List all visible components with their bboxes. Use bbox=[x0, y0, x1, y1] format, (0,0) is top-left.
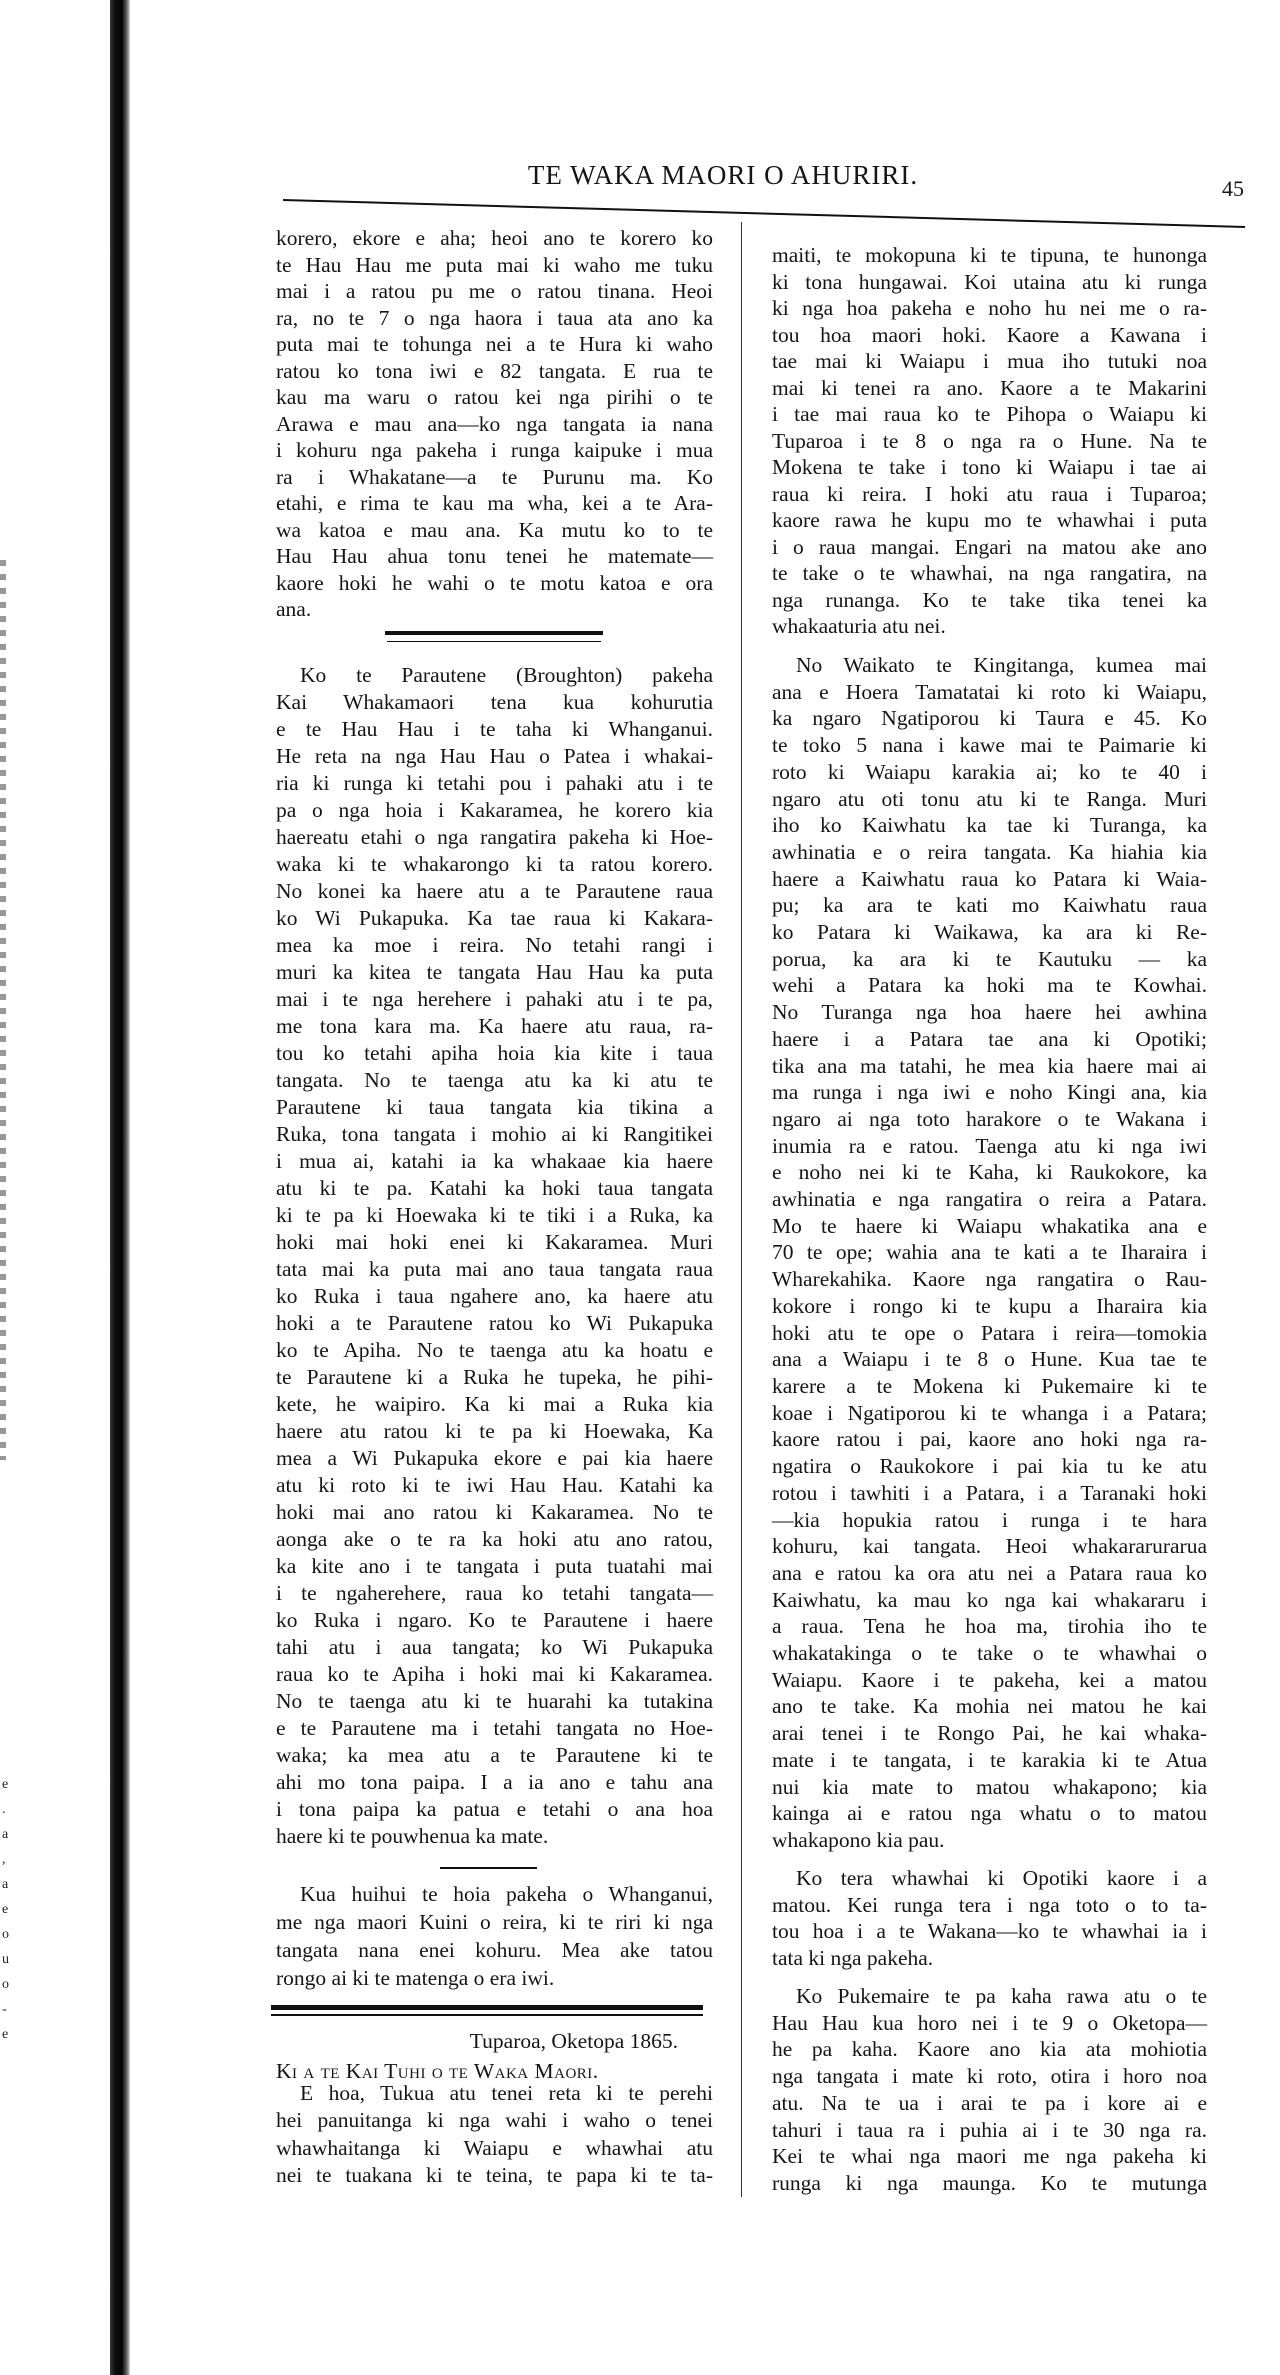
text-line: Ruka, tona tangata i mohio ai ki Rangitikei bbox=[276, 1122, 713, 1146]
text-line: inumia ra e ratou. Taenga atu ki nga iwi bbox=[772, 1133, 1207, 1158]
bleed-letter: e bbox=[2, 1777, 9, 1792]
text-line: whakapono kia pau. bbox=[772, 1827, 945, 1852]
text-line: wehi a Patara ka hoki ma te Kowhai. bbox=[772, 973, 1207, 998]
column-divider bbox=[741, 222, 742, 2197]
text-line: hei panuitanga ki nga wahi i waho o tenei bbox=[276, 2108, 713, 2133]
article-paragraph bbox=[276, 662, 713, 1850]
article-paragraph bbox=[772, 242, 1207, 640]
text-line: tata ki nga pakeha. bbox=[772, 1946, 934, 1971]
text-line: mai i te nga herehere i pahaki atu i te pa, bbox=[276, 987, 713, 1011]
text-line: whakatakinga o te take o te whawhai o bbox=[772, 1641, 1207, 1666]
text-line: ahi mo tona paipa. I a ia ano e tahu ana bbox=[276, 1770, 713, 1794]
text-line: nei te tuakana ki te teina, te papa ki te ta- bbox=[276, 2162, 713, 2187]
text-line: E hoa, Tukua atu tenei reta ki te perehi bbox=[300, 2081, 713, 2105]
text-line: nga runanga. Ko te take tika tenei ka bbox=[772, 587, 1207, 612]
text-line: ko te Apiha. No te taenga atu ka hoatu e bbox=[276, 1338, 713, 1362]
text-line: ki nga hoa pakeha e noho hu nei me o ra- bbox=[772, 296, 1207, 320]
text-line: Ko tera whawhai ki Opotiki kaore i a bbox=[796, 1866, 1207, 1890]
bleed-letter: e bbox=[2, 1902, 9, 1917]
header-rule bbox=[0, 0, 1280, 240]
text-line: me tona kara ma. Ka haere atu raua, ra- bbox=[276, 1014, 713, 1038]
text-line: ana e ratou ka ora atu nei a Patara raua ko bbox=[772, 1560, 1207, 1585]
text-line: hoki atu te ope o Patara i reira—tomokia bbox=[772, 1320, 1207, 1345]
text-line: tika ana ma tatahi, he mea kia haere mai ai bbox=[772, 1053, 1207, 1078]
text-line: ngatira o Raukokore i pai kia tu ke atu bbox=[772, 1454, 1207, 1479]
text-line: ngaro atu oti tonu atu ki te Ranga. Muri bbox=[772, 786, 1207, 811]
text-line: ka kite ano i te tangata i puta tuatahi mai bbox=[276, 1554, 713, 1578]
page-number: 45 bbox=[1222, 176, 1244, 201]
text-line: haere i a Patara tae ana ki Opotiki; bbox=[772, 1026, 1207, 1051]
letter-salutation: Ki a te Kai Tuhi o te Waka Maori. bbox=[276, 2059, 599, 2083]
letter-rule-thin bbox=[271, 2014, 703, 2016]
text-line: ma runga i nga iwi e noho Kingi ana, kia bbox=[772, 1080, 1207, 1105]
text-line: te Parautene ki a Ruka he tupeka, he pihi- bbox=[276, 1365, 713, 1389]
text-line: mate i te tangata, i te karakia ki te Atua bbox=[772, 1747, 1207, 1772]
text-line: me nga maori Kuini o reira, ki te riri ki nga bbox=[276, 1910, 713, 1934]
text-line: ratou ko tona iwi e 82 tangata. E rua te bbox=[276, 358, 713, 383]
text-line: Kei te whai nga maori me nga pakeha ki bbox=[772, 2144, 1207, 2169]
text-line: koae i Ngatiporou ki te whanga i a Patara; bbox=[772, 1400, 1207, 1425]
short-rule bbox=[440, 1867, 537, 1869]
article-paragraph bbox=[276, 225, 713, 623]
text-line: Mokena te take i tono ki Waiapu i tae ai bbox=[772, 455, 1207, 479]
text-line: etahi, e rima te kau ma wha, kei a te Ara- bbox=[276, 491, 713, 515]
text-line: karere a te Mokena ki Pukemaire ki te bbox=[772, 1373, 1207, 1398]
article-paragraph bbox=[772, 1865, 1207, 1972]
text-line: Hau Hau kua horo nei i te 9 o Oketopa— bbox=[772, 2010, 1207, 2035]
text-line: ngaro ai nga toto harakore o te Wakana i bbox=[772, 1106, 1207, 1131]
text-line: whakaaturia atu nei. bbox=[772, 614, 946, 638]
text-line: ano te take. Ka mohia nei matou he kai bbox=[772, 1694, 1207, 1719]
letter-dateline: Tuparoa, Oketopa 1865. bbox=[469, 2029, 678, 2053]
text-line: hoki a te Parautene ratou ko Wi Pukapuka bbox=[276, 1311, 713, 1335]
text-line: ko Patara ki Waikawa, ka ara ki Re- bbox=[772, 920, 1207, 945]
text-line: te take o te whawhai, na nga rangatira, na bbox=[772, 561, 1207, 585]
text-line: tangata nana enei kohuru. Mea ake tatou bbox=[276, 1938, 713, 1962]
text-line: raua ki reira. I hoki atu raua i Tuparoa; bbox=[772, 481, 1207, 506]
bleed-letter: a bbox=[2, 1877, 9, 1892]
text-line: Kai Whakamaori tena kua kohurutia bbox=[276, 690, 713, 714]
text-line: —kia hopukia ratou i runga i te hara bbox=[772, 1507, 1207, 1532]
text-line: rongo ai ki te matenga o era iwi. bbox=[276, 1966, 555, 1990]
text-line: te Hau Hau me puta mai ki waho me tuku bbox=[276, 252, 713, 277]
text-line: i te ngaherehere, raua ko tetahi tangata— bbox=[276, 1581, 713, 1605]
text-line: ra i Whakatane—a te Purunu ma. Ko bbox=[276, 464, 713, 489]
letter-rule-thick bbox=[271, 2005, 703, 2010]
text-line: mea ka moe i reira. No tetahi rangi i bbox=[276, 933, 713, 957]
text-line: a raua. Tena he hoa ma, tirohia iho te bbox=[772, 1614, 1207, 1639]
text-line: No Waikato te Kingitanga, kumea mai bbox=[796, 653, 1207, 677]
text-line: korero, ekore e aha; heoi ano te korero ko bbox=[276, 226, 713, 250]
facing-page-edge bbox=[0, 560, 6, 1460]
text-line: kainga ai e ratou nga whatu o to matou bbox=[772, 1801, 1207, 1826]
text-line: puta mai te tohunga nei a te Hura ki waho bbox=[276, 332, 713, 356]
text-line: ka ngaro Ngatiporou ki Taura e 45. Ko bbox=[772, 706, 1207, 731]
text-line: Hau Hau ahua tonu tenei he matemate— bbox=[276, 544, 713, 568]
text-line: tae mai ki Waiapu i mua iho tutuki noa bbox=[772, 349, 1207, 373]
text-line: haere a Kaiwhatu raua ko Patara ki Waia- bbox=[772, 866, 1207, 891]
text-line: tou ko tetahi apiha hoia kia kite i taua bbox=[276, 1041, 713, 1065]
text-line: atu ki te pa. Katahi ka hoki taua tangata bbox=[276, 1176, 713, 1200]
text-line: No Turanga nga hoa haere hei awhina bbox=[772, 1000, 1207, 1025]
text-line: tou hoa maori hoki. Kaore a Kawana i bbox=[772, 322, 1207, 347]
text-line: i o raua mangai. Engari na matou ake ano bbox=[772, 534, 1207, 559]
text-line: roto ki Waiapu karakia ai; ko te 40 i bbox=[772, 759, 1207, 784]
section-rule-thin bbox=[387, 641, 601, 642]
text-line: He reta na nga Hau Hau o Patea i whakai- bbox=[276, 744, 713, 768]
text-line: kaore ratou i pai, kaore ano hoki nga ra- bbox=[772, 1427, 1207, 1452]
text-line: No te taenga atu ki te huarahi ka tutakina bbox=[276, 1689, 713, 1713]
text-line: ana. bbox=[276, 597, 312, 621]
bleed-letter: e bbox=[2, 2027, 9, 2042]
text-line: Parautene ki taua tangata kia tikina a bbox=[276, 1095, 713, 1119]
text-line: ko Wi Pukapuka. Ka tae raua ki Kakara- bbox=[276, 906, 713, 930]
text-line: Kaiwhatu, ka mau ko nga kai whakararu i bbox=[772, 1587, 1207, 1612]
text-line: maiti, te mokopuna ki te tipuna, te hunonga bbox=[772, 243, 1207, 267]
text-line: ki tona hungawai. Koi utaina atu ki runga bbox=[772, 269, 1207, 294]
article-paragraph bbox=[772, 1983, 1207, 2197]
text-line: atu ki roto ki te iwi Hau Hau. Katahi ka bbox=[276, 1473, 713, 1497]
bleed-letter: o bbox=[2, 1977, 9, 1992]
text-line: he pa kaha. Kaore ano kia ata mohiotia bbox=[772, 2037, 1207, 2062]
article-paragraph bbox=[772, 652, 1207, 1854]
text-line: pu; ka ara te kati mo Kaiwhatu raua bbox=[772, 893, 1207, 918]
text-line: tata mai ka puta mai ano taua tangata raua bbox=[276, 1257, 713, 1281]
text-line: haere atu ratou ki te pa ki Hoewaka, Ka bbox=[276, 1419, 713, 1443]
text-line: kete, he waipiro. Ka ki mai a Ruka kia bbox=[276, 1392, 713, 1416]
text-line: porua, ka ara ki te Kautuku — ka bbox=[772, 946, 1207, 971]
text-line: 70 te ope; wahia ana te kati a te Iharaira i bbox=[772, 1240, 1207, 1265]
text-line: awhinatia e o reira tangata. Ka hiahia kia bbox=[772, 839, 1207, 864]
text-line: haereatu etahi o nga rangatira pakeha ki Hoe- bbox=[276, 825, 713, 849]
text-line: No konei ka haere atu a te Parautene raua bbox=[276, 879, 713, 903]
bleed-letter: , bbox=[2, 1852, 6, 1867]
text-line: tou hoa i a te Wakana—ko te whawhai ia i bbox=[772, 1919, 1207, 1944]
text-line: Kua huihui te hoia pakeha o Whanganui, bbox=[300, 1882, 713, 1906]
newspaper-title: TE WAKA MAORI O AHURIRI. bbox=[527, 160, 919, 190]
text-line: kaore rawa he kupu mo te whawhai i puta bbox=[772, 508, 1207, 532]
text-line: ana a Waiapu i te 8 o Hune. Kua tae te bbox=[772, 1347, 1207, 1372]
text-line: rotou i tawhiti i a Patara, i a Taranaki hoki bbox=[772, 1480, 1207, 1505]
text-line: pa o nga hoia i Kakaramea, he korero kia bbox=[276, 798, 713, 822]
text-line: raua ko te Apiha i hoki mai ki Kakaramea. bbox=[276, 1662, 713, 1686]
text-line: haere ki te pouwhenua ka mate. bbox=[276, 1824, 549, 1848]
text-line: waka; ka mea atu a te Parautene ki te bbox=[276, 1743, 713, 1767]
text-line: arai tenei i te Rongo Pai, he kai whaka- bbox=[772, 1721, 1207, 1746]
text-line: kau ma waru o ratou kei nga pirihi o te bbox=[276, 385, 713, 409]
text-line: matou. Kei runga tera i nga toto o to ta- bbox=[772, 1892, 1207, 1917]
text-line: Waiapu. Kaore i te pakeha, kei a matou bbox=[772, 1667, 1207, 1692]
text-line: nga tangata i mate ki roto, otira i horo noa bbox=[772, 2064, 1207, 2089]
text-line: muri ka kitea te tangata Hau Hau ka puta bbox=[276, 960, 713, 984]
section-rule-thick bbox=[385, 631, 603, 635]
text-line: i mua ai, katahi ia ka whakaae kia haere bbox=[276, 1149, 713, 1173]
text-line: Ko Pukemaire te pa kaha rawa atu o te bbox=[796, 1984, 1207, 2008]
bleed-letter: - bbox=[2, 2002, 7, 2017]
text-line: mai i a ratou pu me o ratou tinana. Heoi bbox=[276, 279, 713, 303]
bleed-letter: o bbox=[2, 1927, 9, 1942]
text-line: runga ki nga maunga. Ko te mutunga bbox=[772, 2170, 1207, 2195]
text-line: i tona paipa ka patua e tetahi o ana hoa bbox=[276, 1797, 713, 1821]
bleed-letter: a bbox=[2, 1827, 9, 1842]
text-line: kaore hoki he wahi o te motu katoa e ora bbox=[276, 570, 713, 595]
text-line: ko Ruka i taua ngahere ano, ka haere atu bbox=[276, 1284, 713, 1308]
text-line: e noho nei ki te Kaha, ki Raukokore, ka bbox=[772, 1160, 1207, 1185]
text-line: kokore i rongo ki te kupu a Iharaira kia bbox=[772, 1293, 1207, 1318]
text-line: ra, no te 7 o nga haora i taua ata ano ka bbox=[276, 305, 713, 330]
text-line: Ko te Parautene (Broughton) pakeha bbox=[300, 663, 713, 687]
text-line: aonga ake o te ra ka hoki atu ano ratou, bbox=[276, 1527, 713, 1551]
text-line: wa katoa e mau ana. Ka mutu ko to te bbox=[276, 517, 713, 542]
text-line: nui kia mate to matou whakapono; kia bbox=[772, 1774, 1207, 1799]
text-line: tangata. No te taenga atu ka ki atu te bbox=[276, 1068, 713, 1092]
text-line: ana e Hoera Tamatatai ki roto ki Waiapu, bbox=[772, 679, 1207, 704]
text-line: whawhaitanga ki Waiapu e whawhai atu bbox=[276, 2135, 713, 2160]
bleed-letter: u bbox=[2, 1952, 9, 1967]
letter-paragraph bbox=[276, 2080, 713, 2189]
text-line: iho ko Kaiwhatu ka tae ki Turanga, ka bbox=[772, 813, 1207, 838]
page-binding-shadow bbox=[110, 0, 130, 2375]
text-line: ko Ruka i ngaro. Ko te Parautene i haere bbox=[276, 1608, 713, 1632]
text-line: waka ki te whakarongo ki ta ratou korero. bbox=[276, 852, 713, 876]
text-line: atu. Na te ua i arai te pa i kore ai e bbox=[772, 2090, 1207, 2115]
text-line: kohuru, kai tangata. Heoi whakararurarua bbox=[772, 1534, 1207, 1559]
text-line: i tae mai raua ko te Pihopa o Waiapu ki bbox=[772, 402, 1207, 426]
text-line: hoki mai ano ratou ki Kakaramea. No te bbox=[276, 1500, 713, 1524]
text-line: awhinatia e nga rangatira o reira a Patara. bbox=[772, 1187, 1207, 1212]
text-line: e te Hau Hau i te taha ki Whanganui. bbox=[276, 717, 713, 741]
text-line: e te Parautene ma i tetahi tangata no Hoe- bbox=[276, 1716, 713, 1740]
text-line: Arawa e mau ana—ko nga tangata ia nana bbox=[276, 411, 713, 436]
text-line: Wharekahika. Kaore nga rangatira o Rau- bbox=[772, 1267, 1207, 1292]
text-line: mea a Wi Pukapuka ekore e pai kia haere bbox=[276, 1446, 713, 1470]
text-line: mai ki tenei ra ano. Kaore a te Makarini bbox=[772, 375, 1207, 400]
text-line: ria ki runga ki tetahi pou i pahaki atu i te bbox=[276, 771, 713, 795]
text-line: Mo te haere ki Waiapu whakatika ana e bbox=[772, 1213, 1207, 1238]
article-paragraph bbox=[276, 1880, 713, 1992]
text-line: Tuparoa i te 8 o nga ra o Hune. Na te bbox=[772, 428, 1207, 453]
text-line: tahi atu i aua tangata; ko Wi Pukapuka bbox=[276, 1635, 713, 1659]
text-line: hoki mai hoki enei ki Kakaramea. Muri bbox=[276, 1230, 713, 1254]
text-line: i kohuru nga pakeha i runga kaipuke i mua bbox=[276, 438, 713, 462]
text-line: te toko 5 nana i kawe mai te Paimarie ki bbox=[772, 733, 1207, 758]
bleed-letter: . bbox=[2, 1802, 6, 1817]
text-line: ki te pa ki Hoewaka ki te tiki i a Ruka, ka bbox=[276, 1203, 713, 1227]
text-line: tahuri i taua ra i puhia ai i te 30 nga ra. bbox=[772, 2117, 1207, 2142]
